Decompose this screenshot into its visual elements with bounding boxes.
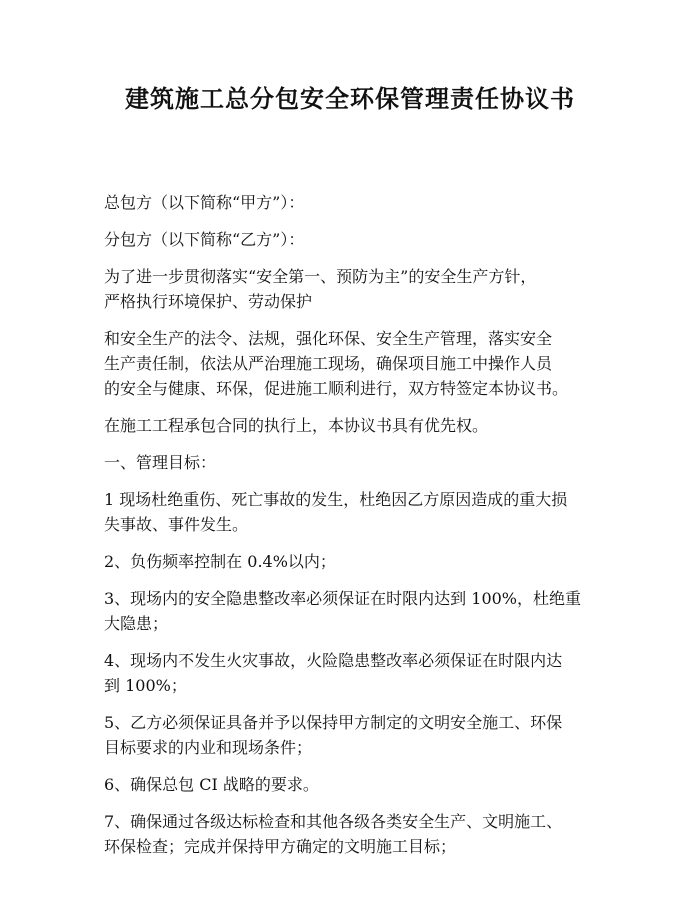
document-body <box>104 190 614 871</box>
paragraph-line: 3、现场内的安全隐患整改率必须保证在时限内达到 100%，杜绝重 <box>104 589 582 608</box>
goal-item-6 <box>104 772 614 797</box>
paragraph-line: 生产责任制，依法从严治理施工现场，确保项目施工中操作人员 <box>104 354 553 373</box>
goal-item-1 <box>104 487 614 537</box>
paragraph-line: 大隐患； <box>104 614 169 633</box>
paragraph-line: 环保检查；完成并保持甲方确定的文明施工目标； <box>104 837 457 856</box>
goal-item-2 <box>104 549 614 574</box>
paragraph-line: 分包方（以下简称“乙方”）： <box>104 230 305 249</box>
goal-item-3 <box>104 586 614 636</box>
paragraph-line: 7、确保通过各级达标检查和其他各级各类安全生产、文明施工、 <box>104 812 563 831</box>
goal-item-7 <box>104 809 614 859</box>
paragraph-line: 总包方（以下简称“甲方”）： <box>104 193 305 212</box>
paragraph-line: 目标要求的内业和现场条件； <box>104 738 313 757</box>
paragraph-purpose <box>104 264 614 314</box>
paragraph-priority <box>104 413 614 438</box>
paragraph-line: 1 现场杜绝重伤、死亡事故的发生，杜绝因乙方原因造成的重大损 <box>104 490 568 509</box>
goal-item-4 <box>104 648 614 698</box>
paragraph-general-contractor <box>104 190 614 215</box>
goal-item-5 <box>104 710 614 760</box>
paragraph-line: 的安全与健康、环保，促进施工顺利进行，双方特签定本协议书。 <box>104 379 569 398</box>
paragraph-line: 为了进一步贯彻落实“安全第一、预防为主”的安全生产方针， <box>104 267 537 286</box>
paragraph-line: 到 100%； <box>104 676 187 695</box>
paragraph-subcontractor <box>104 227 614 252</box>
paragraph-purpose-continued <box>104 326 614 401</box>
paragraph-line: 一、管理目标： <box>104 453 217 472</box>
paragraph-line: 失事故、事件发生。 <box>104 515 249 534</box>
paragraph-line: 6、确保总包 CI 战略的要求。 <box>104 775 319 794</box>
document-title: 建筑施工总分包安全环保管理责任协议书 <box>125 84 575 113</box>
paragraph-line: 5、乙方必须保证具备并予以保持甲方制定的文明安全施工、环保 <box>104 713 563 732</box>
paragraph-line: 4、现场内不发生火灾事故，火险隐患整改率必须保证在时限内达 <box>104 651 563 670</box>
paragraph-line: 和安全生产的法令、法规，强化环保、安全生产管理，落实安全 <box>104 329 553 348</box>
paragraph-line: 2、负伤频率控制在 0.4%以内； <box>104 552 336 571</box>
paragraph-line: 在施工工程承包合同的执行上，本协议书具有优先权。 <box>104 416 489 435</box>
paragraph-line: 严格执行环境保护、劳动保护 <box>104 292 313 311</box>
section-heading-management-goals <box>104 450 614 475</box>
